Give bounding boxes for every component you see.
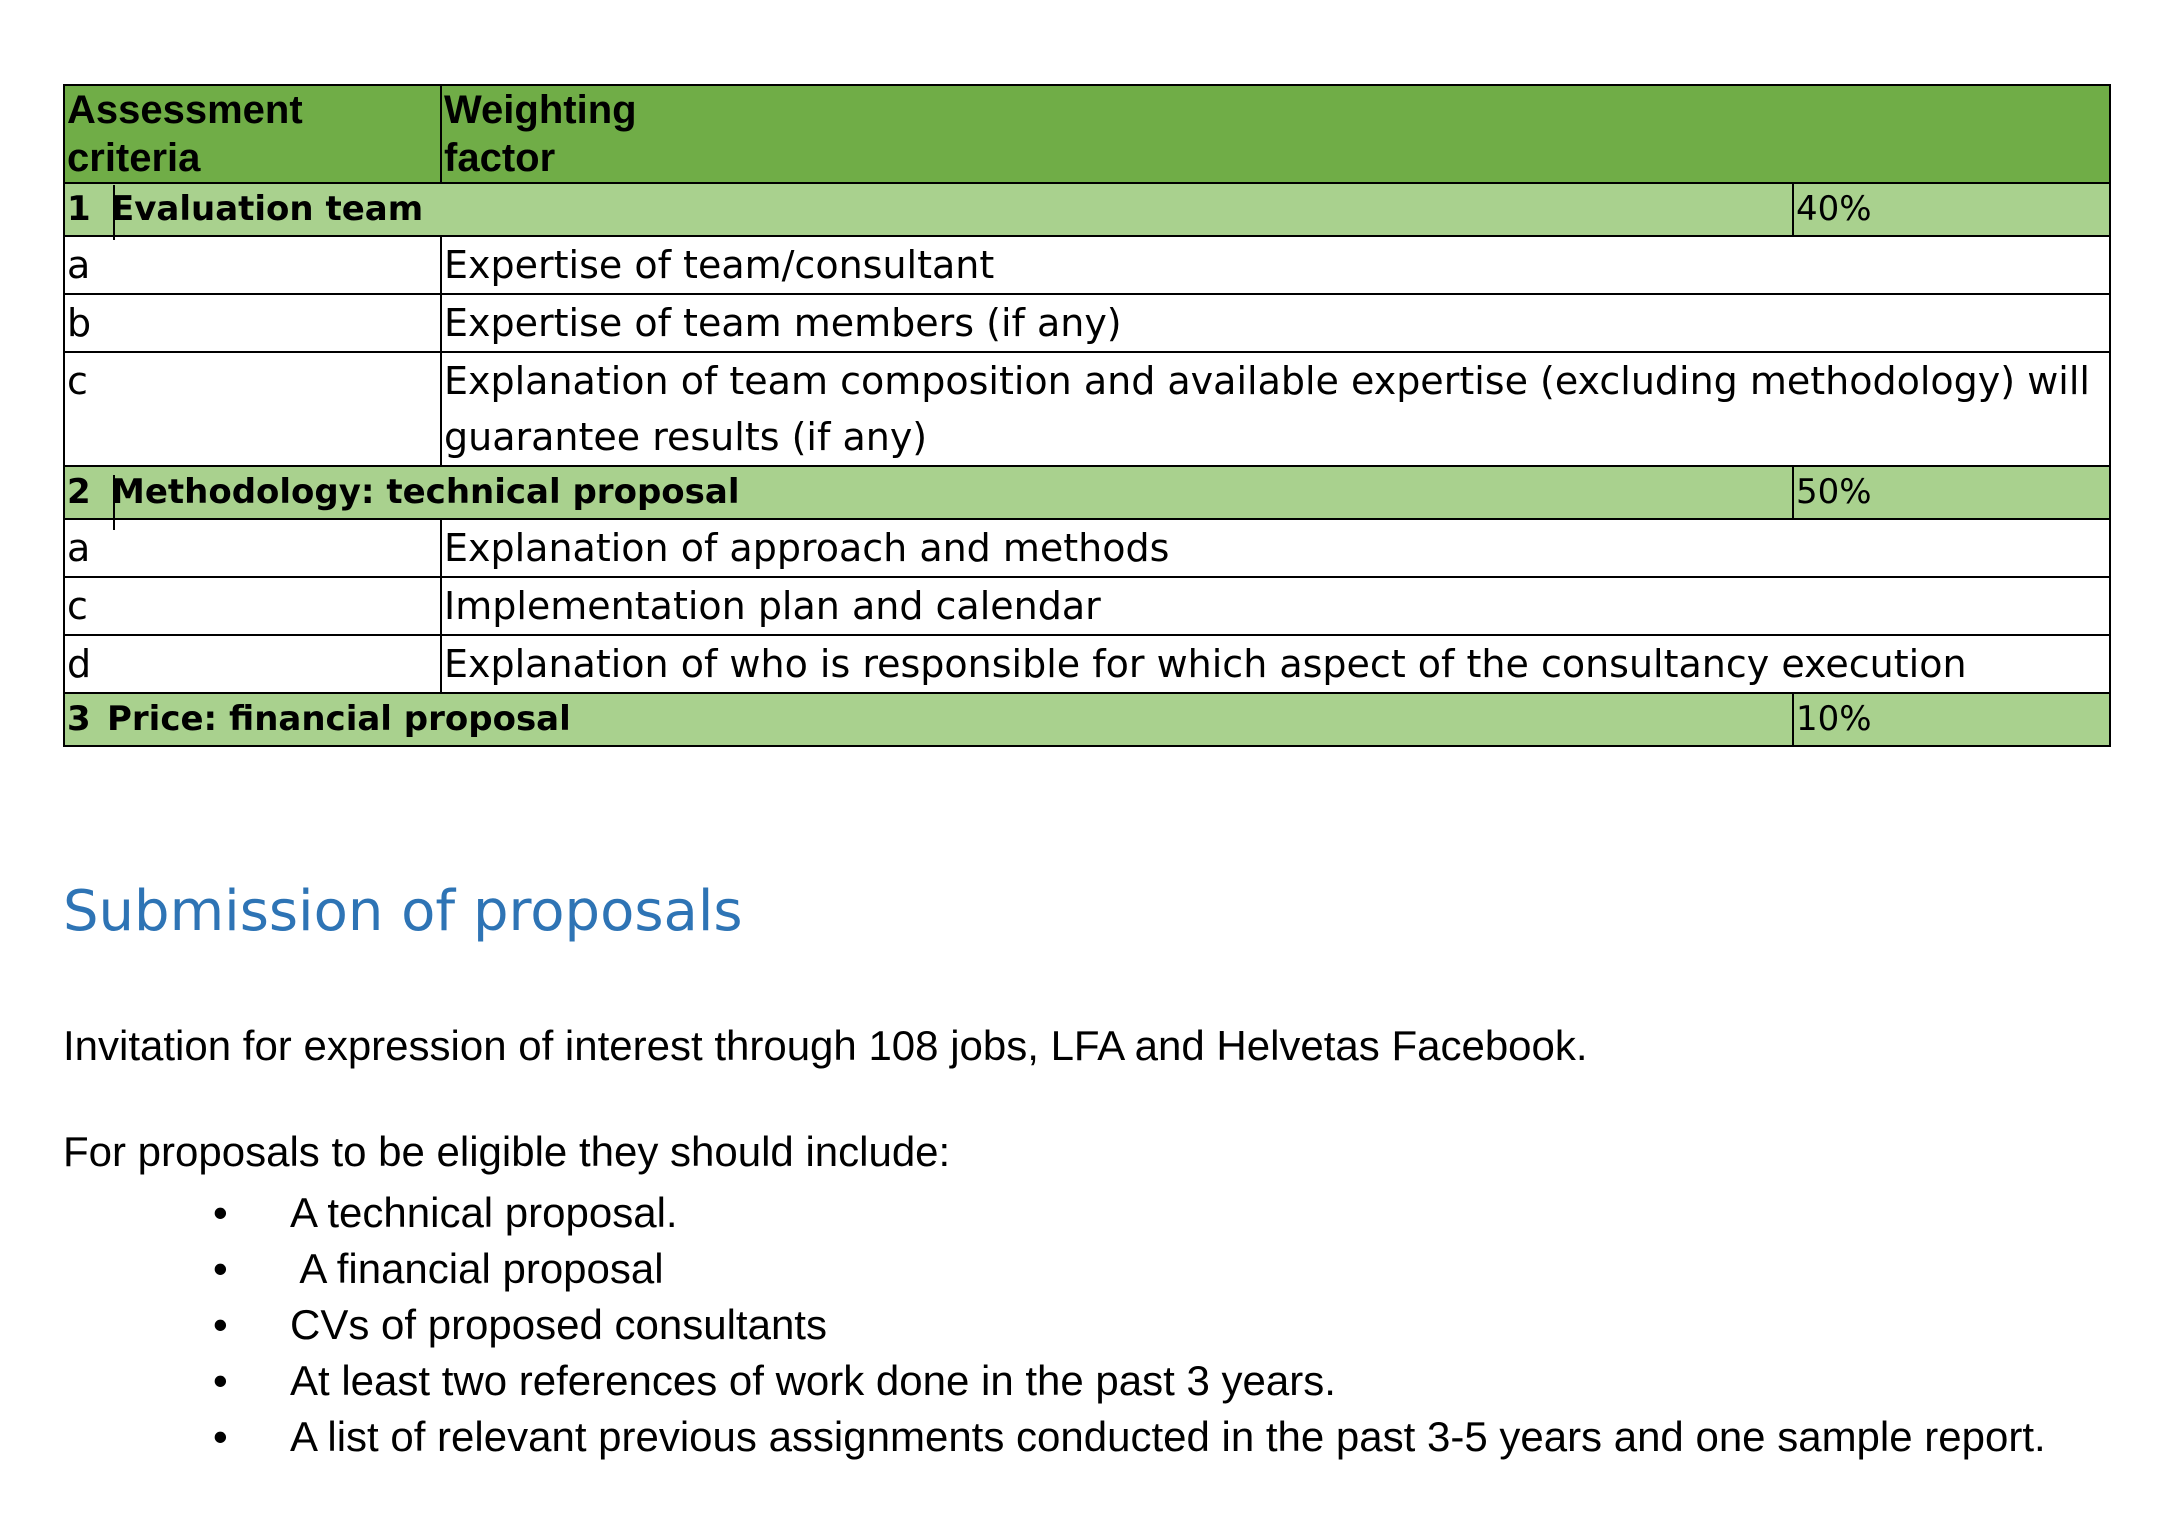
table-row <box>64 635 2110 693</box>
section-title-cell <box>64 693 1793 746</box>
section-weight: 10% <box>1793 693 2110 746</box>
section-title-cell <box>64 466 1793 519</box>
section-weight: 40% <box>1793 183 2110 236</box>
section-title: Price: financial proposal <box>107 699 571 739</box>
list-item <box>63 1241 2123 1297</box>
bullet-icon: • <box>213 1245 228 1292</box>
list-item <box>63 1185 2123 1241</box>
section-number-divider <box>113 475 115 530</box>
section-number: 2 <box>67 472 91 512</box>
assessment-criteria-table <box>63 84 2111 747</box>
list-item-text: A technical proposal. <box>290 1189 678 1236</box>
eligibility-intro: For proposals to be eligible they should include: <box>63 1128 951 1175</box>
item-letter: a <box>64 519 441 577</box>
list-item-text: A list of relevant previous assignments conducted in the past 3-5 years and one sample report. <box>290 1413 2046 1460</box>
list-item <box>63 1409 2123 1465</box>
bullet-icon: • <box>213 1413 228 1460</box>
section-number: 3 <box>67 699 91 739</box>
list-item-text: A financial proposal <box>290 1245 664 1292</box>
section-row-3 <box>64 693 2110 746</box>
item-letter: c <box>64 577 441 635</box>
item-text: Explanation of who is responsible for which aspect of the consultancy execution <box>441 635 2110 693</box>
section-title: Methodology: technical proposal <box>111 472 740 512</box>
section-weight: 50% <box>1793 466 2110 519</box>
item-text: Explanation of approach and methods <box>441 519 2110 577</box>
item-text: Expertise of team/consultant <box>441 236 2110 294</box>
list-item <box>63 1297 2123 1353</box>
item-letter: a <box>64 236 441 294</box>
header-assessment-criteria: Assessment criteria <box>64 85 441 183</box>
section-title-cell <box>64 183 1793 236</box>
item-text: Expertise of team members (if any) <box>441 294 2110 352</box>
table-row <box>64 294 2110 352</box>
table-row <box>64 577 2110 635</box>
section-heading: Submission of proposals <box>63 879 743 944</box>
requirements-list <box>63 1185 2123 1465</box>
section-row-1 <box>64 183 2110 236</box>
bullet-icon: • <box>213 1301 228 1348</box>
header-weighting-factor: Weighting factor <box>441 85 2110 183</box>
section-number-divider <box>113 185 115 240</box>
invitation-paragraph: Invitation for expression of interest through 108 jobs, LFA and Helvetas Facebook. <box>63 1022 1588 1069</box>
item-letter: d <box>64 635 441 693</box>
bullet-icon: • <box>213 1189 228 1236</box>
section-title: Evaluation team <box>111 189 424 229</box>
list-item-text: At least two references of work done in the past 3 years. <box>290 1357 1336 1404</box>
item-text: Implementation plan and calendar <box>441 577 2110 635</box>
list-item <box>63 1353 2123 1409</box>
table-header-row <box>64 85 2110 183</box>
item-letter: b <box>64 294 441 352</box>
table-row <box>64 352 2110 466</box>
bullet-icon: • <box>213 1357 228 1404</box>
item-text: Explanation of team composition and available expertise (excluding methodology) will guarantee results (if any) <box>441 352 2110 466</box>
section-row-2 <box>64 466 2110 519</box>
section-number: 1 <box>67 189 91 229</box>
item-letter: c <box>64 352 441 466</box>
list-item-text: CVs of proposed consultants <box>290 1301 827 1348</box>
table-row <box>64 236 2110 294</box>
table-row <box>64 519 2110 577</box>
